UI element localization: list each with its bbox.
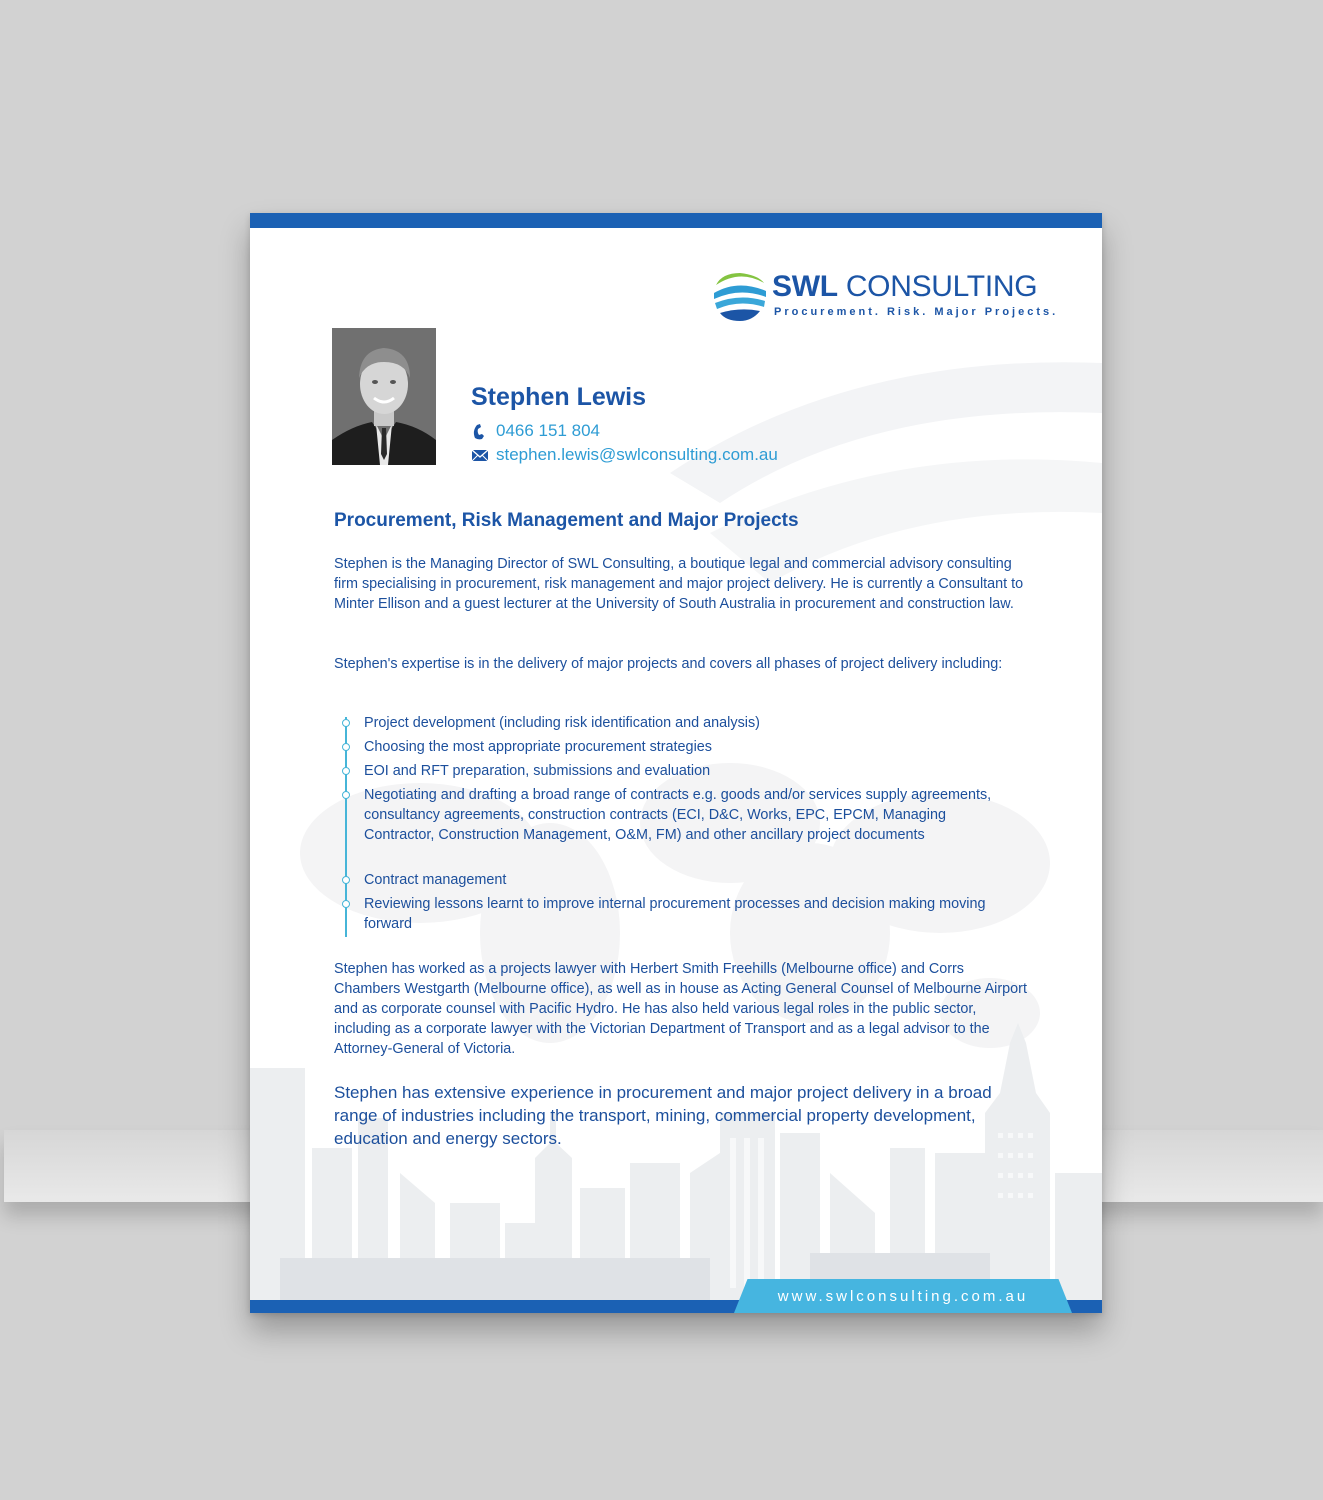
expertise-intro-paragraph: Stephen's expertise is in the delivery of major projects and covers all phases of project delivery including: bbox=[334, 656, 1003, 672]
envelope-icon bbox=[471, 446, 489, 464]
phone-icon bbox=[471, 422, 489, 440]
bullet-dot-icon bbox=[342, 876, 350, 884]
bullet-dot-icon bbox=[342, 719, 350, 727]
summary-paragraph: Stephen has extensive experience in procurement and major project delivery in a broad range of industries including the transport, mining, commercial property development, education and energy sectors. bbox=[334, 1083, 992, 1148]
bullet-dot-icon bbox=[342, 743, 350, 751]
logo-wordmark: SWL CONSULTING bbox=[772, 270, 1038, 303]
email-address[interactable]: stephen.lewis@swlconsulting.com.au bbox=[496, 445, 778, 464]
bullet-dot-icon bbox=[342, 900, 350, 908]
logo-tagline: Procurement. Risk. Major Projects. bbox=[774, 306, 1059, 318]
profile-photo bbox=[332, 328, 436, 465]
bullet-dot-icon bbox=[342, 791, 350, 799]
section-heading: Procurement, Risk Management and Major Projects bbox=[334, 510, 799, 531]
email-row[interactable] bbox=[471, 444, 778, 466]
phone-row[interactable] bbox=[471, 420, 600, 442]
flyer-sheet: SWL CONSULTING Procurement. Risk. Major Projects. Stephen Lewis 0466 151 804 stephen.lewis@swlconsulting.com.au Procurement, Risk Management and Major Projects Stephen is the Managing Director of SWL Consulting, a boutique legal and commercial advisory consulting firm specialising in procurement, risk management and major project delivery. He is currently a Consultant to Minter Ellison and a guest lecturer at the University of South Australia in procurement and construction law. Stephen's expertise is in the delivery of major projects and covers all phases of project delivery including: Project development (including risk identification and analysis) Choosing the most appropriate procurement strategies EOI and RFT preparation, submissions and evaluation Negotiating and drafting a broad range of contracts e.g. goods and/or services supply agreements, consultancy agreements, construction contracts (ECI, D&C, Works, EPC, EPCM, Managing Contractor, Construction Management, O&M, FM) and other ancillary project documents Contract management Reviewing lessons learnt to improve internal procurement processes and decision making moving forward Stephen has worked as a projects lawyer with Herbert Smith Freehills (Melbourne office) and Corrs Chambers Westgarth (Melbourne office), as well as in house as Acting General Counsel of Melbourne Airport and as corporate counsel with Pacific Hydro. He has also held various legal roles in the public sector, including as a corporate lawyer with the Victorian Department of Transport and as a legal advisor to the Attorney-General of Victoria. Stephen has extensive experience in procurement and major project delivery in a broad range of industries including the transport, mining, commercial property development, education and energy sectors. www.swlconsulting.com.au bbox=[250, 213, 1102, 1313]
phone-number[interactable]: 0466 151 804 bbox=[496, 421, 600, 440]
logo-globe-icon bbox=[712, 267, 768, 323]
top-accent-bar bbox=[250, 213, 1102, 228]
website-link[interactable]: www.swlconsulting.com.au bbox=[777, 1288, 1029, 1305]
person-name: Stephen Lewis bbox=[471, 383, 647, 411]
bullet-dot-icon bbox=[342, 767, 350, 775]
experience-paragraph: Stephen has worked as a projects lawyer with Herbert Smith Freehills (Melbourne office) and Corrs Chambers Westgarth (Melbourne office), as well as in house as Acting General Counsel of Melbourne Airport and as corporate counsel with Pacific Hydro. He has also held various legal roles in the public sector, including as a corporate lawyer with the Victorian Department of Transport and as a legal advisor to the Attorney-General of Victoria. bbox=[334, 961, 1027, 1057]
intro-paragraph: Stephen is the Managing Director of SWL Consulting, a boutique legal and commercial advisory consulting firm specialising in procurement, risk management and major project delivery. He is currently a Consultant to Minter Ellison and a guest lecturer at the University of South Australia in procurement and construction law. bbox=[334, 556, 1024, 612]
company-logo bbox=[712, 267, 1072, 327]
